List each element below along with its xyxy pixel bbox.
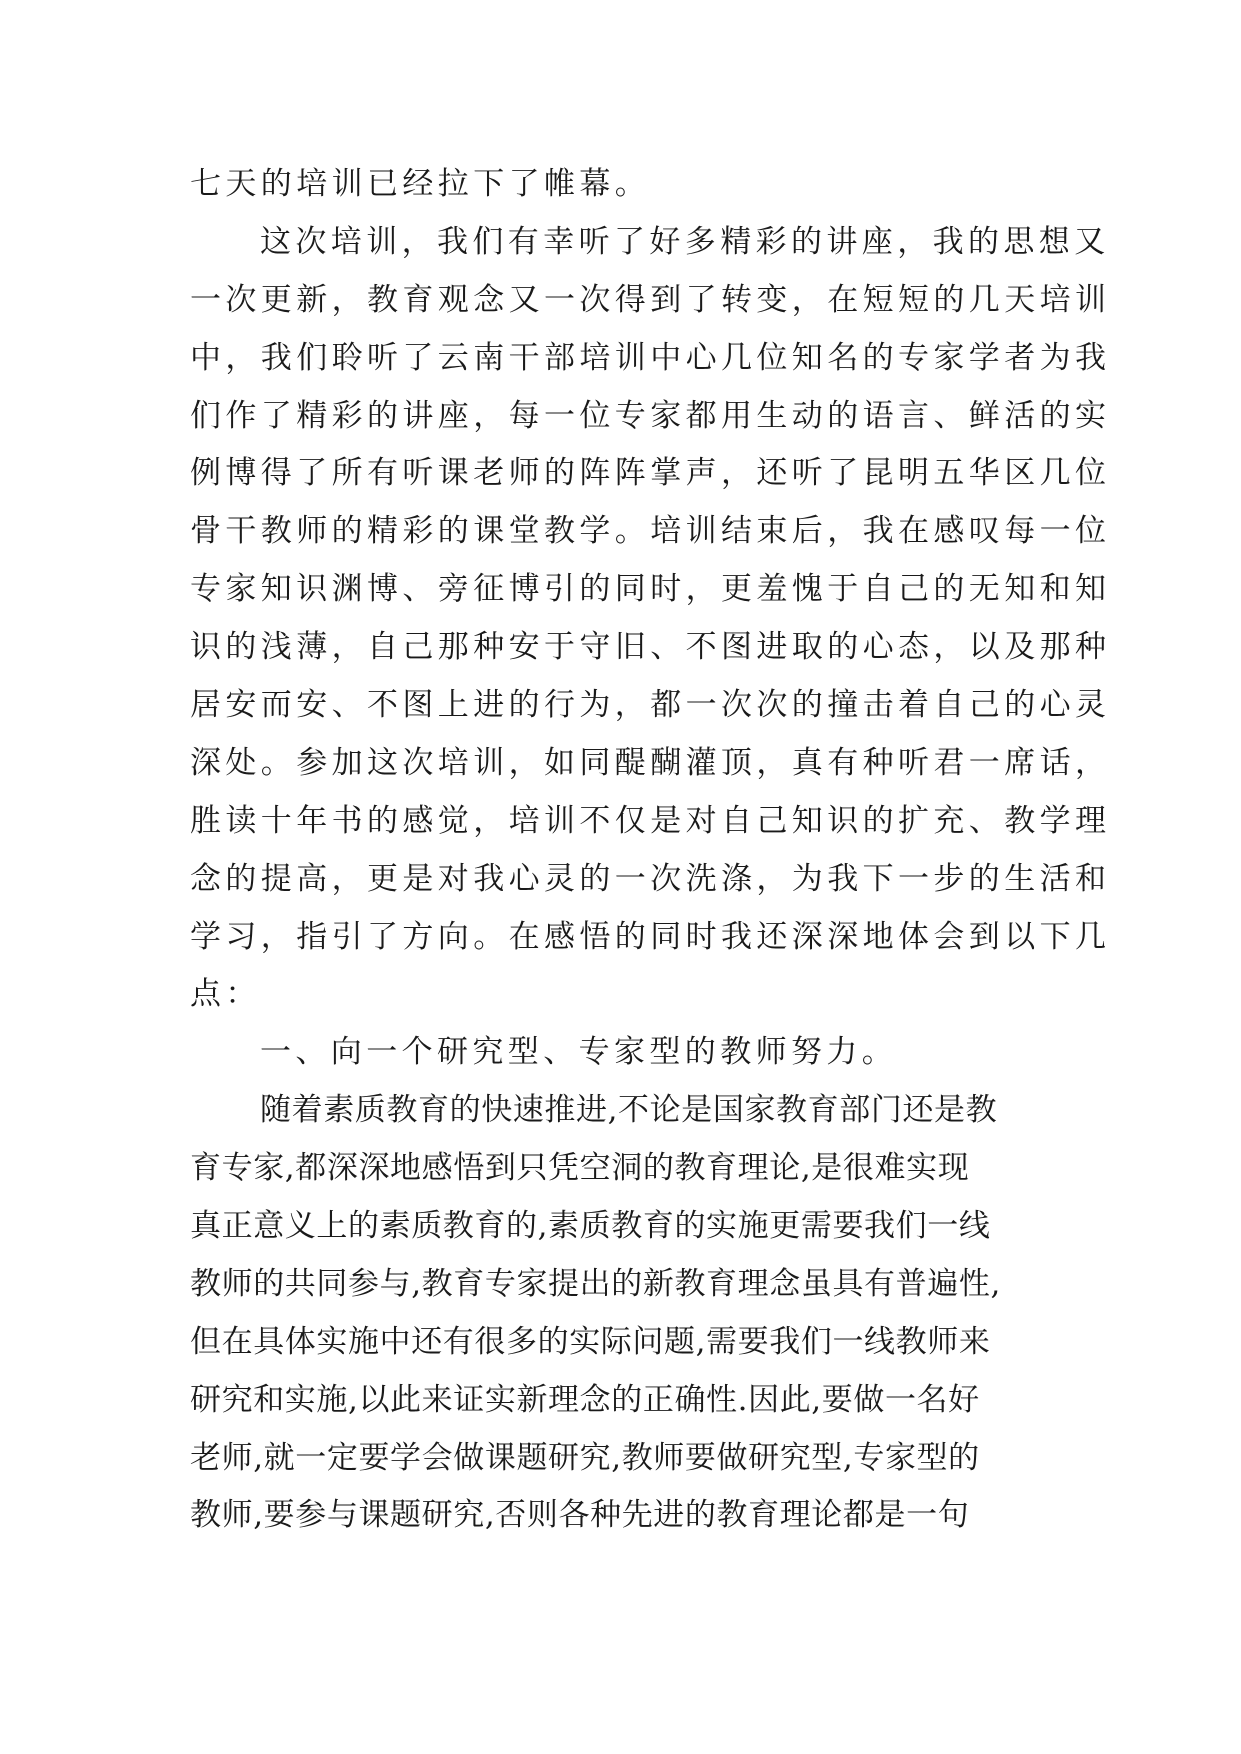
document-body — [190, 156, 1111, 1545]
paragraph-start-line: 这次培训，我们有幸听了好多精彩的讲座，我的思想又 — [260, 223, 1110, 260]
text-line: 例博得了所有听课老师的阵阵掌声，还听了昆明五华区几位 — [190, 455, 1111, 492]
text-line: 老师,就一定要学会做课题研究,教师要做研究型,专家型的 — [190, 1439, 980, 1476]
text-line: 教师的共同参与,教育专家提出的新教育理念虽具有普遍性, — [190, 1265, 1001, 1302]
text-line: 骨干教师的精彩的课堂教学。培训结束后，我在感叹每一位 — [190, 513, 1111, 550]
text-line: 七天的培训已经拉下了帷幕。 — [190, 166, 651, 202]
text-line: 真正意义上的素质教育的,素质教育的实施更需要我们一线 — [190, 1208, 991, 1245]
text-line: 专家知识渊博、旁征博引的同时，更羞愧于自己的无知和知 — [190, 571, 1111, 608]
text-line: 中，我们聆听了云南干部培训中心几位知名的专家学者为我 — [190, 339, 1111, 376]
paragraph-start-line: 随着素质教育的快速推进,不论是国家教育部门还是教 — [260, 1092, 998, 1129]
text-line: 研究和实施,以此来证实新理念的正确性.因此,要做一名好 — [190, 1381, 980, 1418]
text-line: 深处。参加这次培训，如同醍醐灌顶，真有种听君一席话， — [190, 744, 1111, 781]
text-line: 育专家,都深深地感悟到只凭空洞的教育理论,是很难实现 — [190, 1150, 970, 1187]
text-line: 学习，指引了方向。在感悟的同时我还深深地体会到以下几 — [190, 918, 1111, 955]
text-line: 点： — [190, 976, 261, 1013]
text-line: 教师,要参与课题研究,否则各种先进的教育理论都是一句 — [190, 1497, 970, 1534]
section-heading: 一、向一个研究型、专家型的教师努力。 — [260, 1034, 898, 1071]
text-line: 居安而安、不图上进的行为，都一次次的撞击着自己的心灵 — [190, 687, 1111, 724]
text-line: 但在具体实施中还有很多的实际问题,需要我们一线教师来 — [190, 1323, 991, 1360]
text-line: 胜读十年书的感觉，培训不仅是对自己知识的扩充、教学理 — [190, 802, 1111, 839]
text-line: 一次更新，教育观念又一次得到了转变，在短短的几天培训 — [190, 281, 1111, 318]
text-line: 们作了精彩的讲座，每一位专家都用生动的语言、鲜活的实 — [190, 397, 1111, 434]
text-line: 识的浅薄，自己那种安于守旧、不图进取的心态，以及那种 — [190, 629, 1111, 666]
text-line: 念的提高，更是对我心灵的一次洗涤，为我下一步的生活和 — [190, 860, 1111, 897]
